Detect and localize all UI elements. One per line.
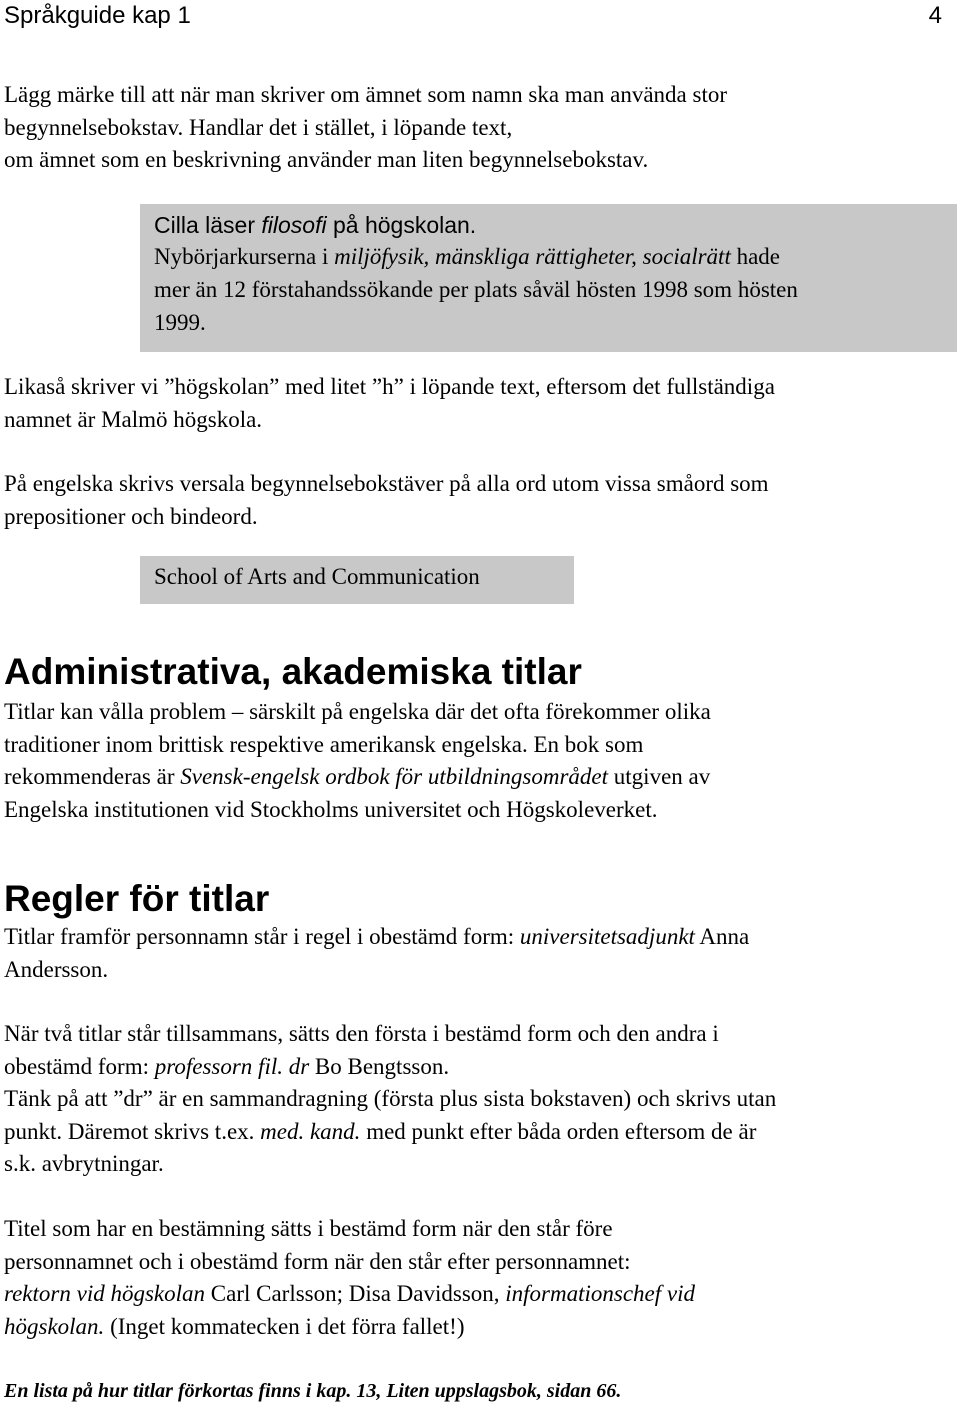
- footer-note: En lista på hur titlar förkortas finns i kap. 13, Liten uppslagsbok, sidan 66.: [4, 1380, 622, 1402]
- example-line: 1999.: [154, 310, 206, 335]
- page-header: [4, 2, 942, 32]
- section-heading-admin-titles: Administrativa, akademiska titlar: [4, 651, 582, 692]
- text-line: När två titlar står tillsammans, sätts den första i bestämd form och den andra i: [4, 1021, 719, 1046]
- example-line: Nybörjarkurserna i miljöfysik, mänskliga rättigheter, socialrätt hade: [154, 244, 781, 269]
- example-box-school: [140, 556, 574, 604]
- text-line: Tänk på att ”dr” är en sammandragning (första plus sista bokstaven) och skrivs utan: [4, 1086, 777, 1111]
- text-line: personnamnet och i obestämd form när den står efter personnamnet:: [4, 1248, 631, 1274]
- paragraph-rules-1: [4, 921, 954, 986]
- paragraph-english: [4, 468, 954, 533]
- text-line: namnet är Malmö högskola.: [4, 406, 263, 432]
- text-line: prepositioner och bindeord.: [4, 503, 258, 529]
- text-line: begynnelsebokstav. Handlar det i stället, i löpande text,: [4, 114, 513, 140]
- text-line: Titel som har en bestämning sätts i bestämd form när den står före: [4, 1216, 613, 1241]
- text-line: Titlar kan vålla problem – särskilt på engelska där det ofta förekommer olika: [4, 699, 711, 724]
- text-line: obestämd form: professorn fil. dr Bo Bengtsson.: [4, 1053, 450, 1079]
- section-heading-rules: Regler för titlar: [4, 878, 270, 919]
- page-number: 4: [928, 2, 942, 29]
- text-line: om ämnet som en beskrivning använder man liten begynnelsebokstav.: [4, 147, 649, 172]
- text-line: Likaså skriver vi ”högskolan” med litet ”h” i löpande text, eftersom det fullständiga: [4, 374, 775, 399]
- paragraph-rules-2: [4, 1018, 954, 1181]
- text-line: Lägg märke till att när man skriver om ämnet som namn ska man använda stor: [4, 82, 728, 107]
- example-line: mer än 12 förstahandssökande per plats såväl hösten 1998 som hösten: [154, 277, 798, 302]
- example-box-filosofi: [140, 204, 957, 352]
- paragraph-capitalization: [4, 79, 954, 177]
- paragraph-rules-3: [4, 1213, 954, 1343]
- paragraph-hogskolan: [4, 371, 954, 436]
- text-line: Andersson.: [4, 956, 109, 982]
- text-line: rekommenderas är Svensk-engelsk ordbok för utbildningsområdet utgiven av: [4, 764, 711, 789]
- text-line: högskolan. (Inget kommatecken i det förra fallet!): [4, 1313, 465, 1339]
- example-line: School of Arts and Communication: [154, 564, 480, 589]
- text-line: punkt. Däremot skrivs t.ex. med. kand. med punkt efter båda orden eftersom de är: [4, 1118, 757, 1144]
- text-line: Engelska institutionen vid Stockholms universitet och Högskoleverket.: [4, 796, 658, 822]
- text-line: På engelska skrivs versala begynnelsebokstäver på alla ord utom vissa småord som: [4, 471, 769, 496]
- text-line: Titlar framför personnamn står i regel i obestämd form: universitetsadjunkt Anna: [4, 924, 750, 949]
- paragraph-admin-titles: [4, 696, 954, 826]
- document-title: Språkguide kap 1: [4, 2, 191, 29]
- example-line: Cilla läser filosofi på högskolan.: [154, 212, 477, 238]
- text-line: rektorn vid högskolan Carl Carlsson; Disa Davidsson, informationschef vid: [4, 1281, 696, 1306]
- text-line: traditioner inom brittisk respektive amerikansk engelska. En bok som: [4, 731, 644, 757]
- text-line: s.k. avbrytningar.: [4, 1151, 164, 1176]
